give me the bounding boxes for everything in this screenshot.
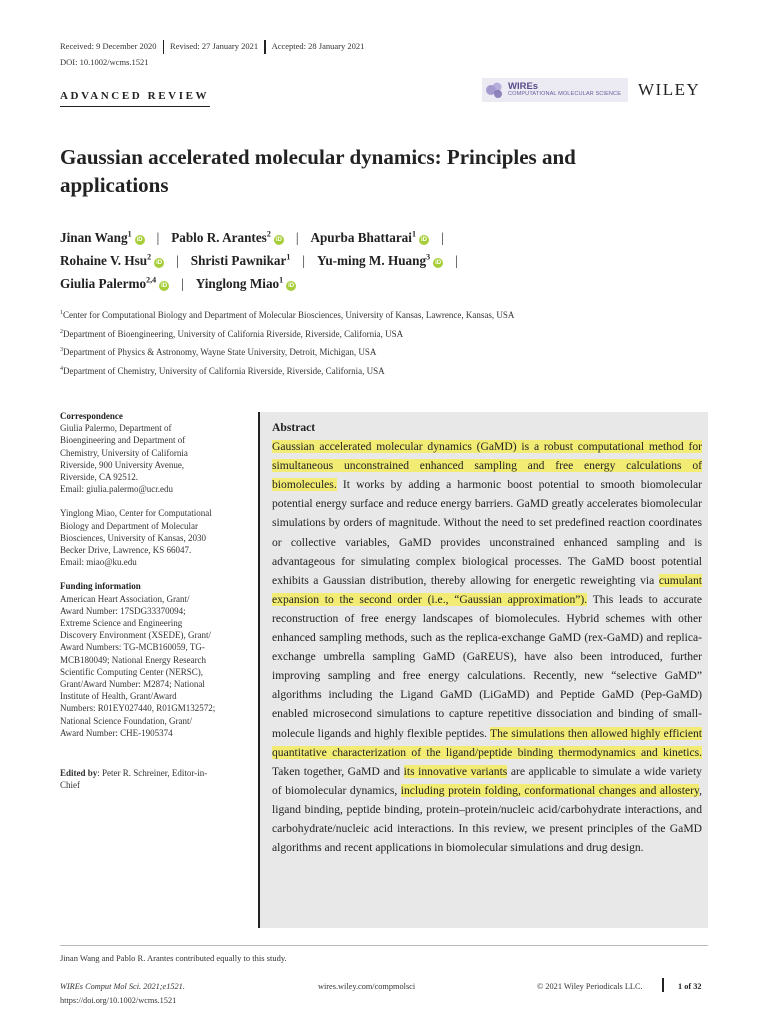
author-name[interactable]: Jinan Wang$^1$ bbox=[60, 230, 132, 246]
author-line-2 bbox=[60, 253, 470, 269]
funding-heading: Funding information bbox=[60, 581, 141, 592]
abstract-box bbox=[258, 412, 708, 928]
author-line-1 bbox=[60, 230, 456, 246]
divider bbox=[163, 40, 165, 54]
correspondence-entry: Giulia Palermo, Department of Bioengineering and Department of Chemistry, University of California Riverside, 900 University Avenue, Riverside, CA 92512. Email: giulia.palermo@ucr.edu bbox=[60, 422, 245, 495]
highlighted-text: its innovative variants bbox=[403, 764, 508, 778]
highlighted-text: cumulant expansion to the second order (i.e., “Gaussian approximation”). bbox=[272, 573, 702, 606]
separator: | bbox=[181, 276, 184, 292]
orcid-icon[interactable]: iD bbox=[275, 237, 282, 244]
edited-by: Edited by: Peter R. Schreiner, Editor-in- Chief bbox=[60, 768, 208, 791]
email-link[interactable]: Email: miao@ku.edu bbox=[60, 557, 137, 568]
author-name[interactable]: Yinglong Miao$^1$ bbox=[195, 276, 284, 292]
author-name[interactable]: Yu-ming M. Huang$^3$ bbox=[317, 253, 431, 269]
article-title: Gaussian accelerated molecular dynamics: Principles and applications bbox=[60, 145, 576, 197]
copyright-notice: © 2021 Wiley Periodicals LLC. bbox=[537, 982, 643, 991]
journal-logo-title: WIREs bbox=[508, 81, 539, 93]
journal-logo-subtitle: COMPUTATIONAL MOLECULAR SCIENCE bbox=[508, 90, 622, 97]
highlighted-text: Gaussian accelerated molecular dynamics (GaMD) is a robust computational method for simultaneous unconstrained enhanced sampling and free energy calculations of biomolecules. bbox=[272, 440, 702, 492]
orcid-icon[interactable]: iD bbox=[420, 237, 427, 244]
orcid-icon[interactable]: iD bbox=[435, 260, 442, 267]
footnote: Jinan Wang and Pablo R. Arantes contributed equally to this study. bbox=[60, 953, 287, 963]
orcid-icon[interactable]: iD bbox=[136, 237, 143, 244]
highlighted-text: including protein folding, conformational changes and allostery bbox=[400, 783, 700, 797]
wires-logo-icon bbox=[484, 79, 506, 101]
affiliation-1: $^1$Center for Computational Biology and Department of Molecular Biosciences, University of Kansas, Lawrence, Kansas, USA bbox=[60, 310, 515, 320]
page-number: 1 of 32 bbox=[678, 982, 702, 991]
author-name[interactable]: Rohaine V. Hsu$^2$ bbox=[60, 253, 152, 269]
orcid-icon[interactable]: iD bbox=[161, 283, 168, 290]
highlighted-text: The simulations then allowed highly efficient quantitative characterization of the ligand/peptide binding thermodynamics and kinetics. bbox=[272, 726, 702, 759]
sidebar-info bbox=[60, 410, 245, 791]
affiliation-3: $^3$Department of Physics & Astronomy, Wayne State University, Detroit, Michigan, USA bbox=[60, 347, 377, 357]
journal-citation: WIREs Comput Mol Sci. 2021;e1521. bbox=[60, 982, 185, 991]
doi-link[interactable]: https://doi.org/10.1002/wcms.1521 bbox=[60, 996, 177, 1005]
separator: | bbox=[302, 253, 306, 269]
abstract-text bbox=[272, 437, 702, 857]
correspondence-entry: Yinglong Miao, Center for Computational Biology and Department of Molecular Biosciences, University of Kansas, 2030 Becker Drive, Lawrence, KS 66047. Email: miao@ku.edu bbox=[60, 507, 245, 568]
section-rule bbox=[60, 106, 210, 107]
footer-divider bbox=[662, 978, 664, 992]
affiliation-2: $^2$Department of Bioengineering, University of California Riverside, Riverside, California, USA bbox=[60, 329, 404, 339]
abstract-heading: Abstract bbox=[272, 421, 316, 434]
abstract-segment: This leads to accurate reconstruction of free energy landscapes of biomolecules. Hybrid schemes with other enhanced sampling methods, such as the replica-exchange GaMD (rex-GaMD) and replica-exchange umbrella sampling GaMD (GaREUS), have also been introduced, further improving sampling and free energy calculations. Recently, new “selective GaMD” algorithms including the Ligand GaMD (LiGaMD) and Peptide GaMD (Pep-GaMD) enabled microsecond simulations to capture repetitive dissociation and binding of small-molecule ligands and highly flexible peptides. bbox=[272, 592, 702, 740]
footnote-rule bbox=[60, 945, 708, 946]
accepted-date: Accepted: 28 January 2021 bbox=[271, 40, 365, 51]
author-name[interactable]: Giulia Palermo$^{2,4}$ bbox=[60, 276, 157, 292]
divider bbox=[264, 40, 266, 54]
author-name[interactable]: Shristi Pawnikar$^1$ bbox=[190, 253, 291, 269]
section-label: ADVANCED REVIEW bbox=[60, 90, 210, 102]
journal-logo[interactable] bbox=[482, 78, 628, 102]
abstract-segment: Taken together, GaMD and bbox=[272, 764, 404, 778]
doi-line[interactable]: DOI: 10.1002/wcms.1521 bbox=[60, 57, 149, 67]
revised-date: Revised: 27 January 2021 bbox=[170, 40, 259, 51]
abstract-segment: It works by adding a harmonic boost potential to smooth biomolecular potential energy surface and reduce energy barriers. GaMD greatly accelerates biomolecular simulations by orders of magnitude. Without the need to set predefined reaction coordinates or collective variables, GaMD provides unconstrained enhanced sampling and is advantageous for simulating complex biological processes. The GaMD boost potential exhibits a Gaussian distribution, thereby allowing for energetic reweighting via bbox=[272, 478, 702, 587]
abstract-segment: , ligand binding, peptide binding, protein–protein/nucleic acid/carbohydrate interactions, and carbohydrate/nucleic acid interactions. In this review, we present principles of the GaMD algorithms and recent applications in biomolecular simulations and drug design. bbox=[272, 783, 702, 855]
separator: | bbox=[440, 230, 444, 246]
separator: | bbox=[295, 230, 299, 246]
journal-website-link[interactable]: wires.wiley.com/compmolsci bbox=[318, 982, 416, 991]
correspondence-heading: Correspondence bbox=[60, 411, 123, 421]
abstract-segment: are applicable to simulate a wide variety of biomolecular dynamics, bbox=[272, 764, 702, 797]
orcid-icon[interactable]: iD bbox=[156, 260, 163, 267]
received-date: Received: 9 December 2020 bbox=[60, 40, 157, 51]
history-line bbox=[60, 40, 364, 54]
separator: | bbox=[176, 253, 179, 269]
funding-text: American Heart Association, Grant/ Award Number: 17SDG33370094; Extreme Science and Engineering Discovery Environment (XSEDE), Grant/ Award Numbers: TG-MCB160059, TG- MCB180049; National Energy Research Scientific Computing Center (NERSC), Grant/Award Number: M2874; National Institute of Health, Grant/Award Numbers: R01EY027440, R01GM132572; National Science Foundation, Grant/ Award Number: CHE-1905374 bbox=[60, 593, 216, 738]
separator: | bbox=[455, 253, 458, 269]
email-link[interactable]: Email: giulia.palermo@ucr.edu bbox=[60, 484, 174, 495]
affiliation-4: $^4$Department of Chemistry, University of California Riverside, Riverside, California, USA bbox=[60, 366, 385, 376]
orcid-icon[interactable]: iD bbox=[288, 283, 295, 290]
author-name[interactable]: Apurba Bhattarai$^1$ bbox=[310, 230, 416, 246]
separator: | bbox=[156, 230, 160, 246]
author-name[interactable]: Pablo R. Arantes$^2$ bbox=[171, 230, 271, 246]
author-line-3 bbox=[60, 276, 296, 292]
publisher-logo[interactable]: WILEY bbox=[638, 80, 701, 99]
